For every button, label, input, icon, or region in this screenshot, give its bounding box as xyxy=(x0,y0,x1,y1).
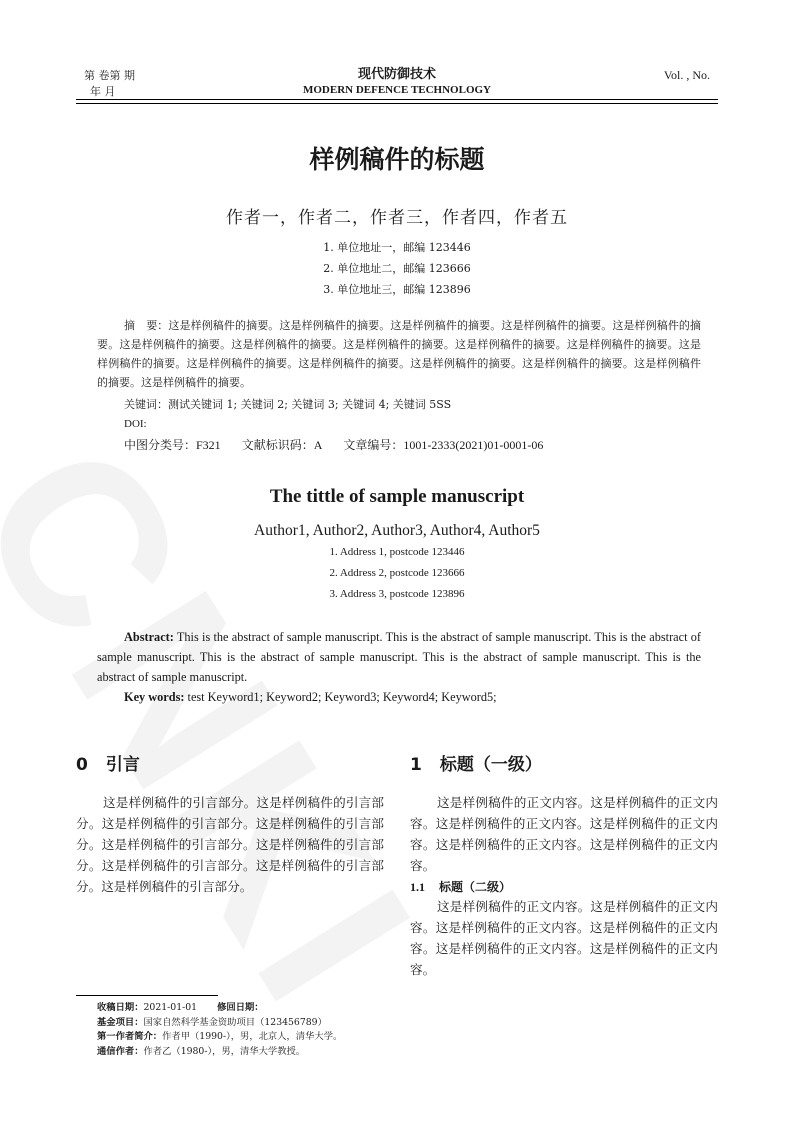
doi: DOI: xyxy=(124,418,147,430)
section-1-paragraph: 这是样例稿件的正文内容。这是样例稿件的正文内容。这是样例稿件的正文内容。这是样例稿件的正文内容。这是样例稿件的正文内容。这是样例稿件的正文内容。 xyxy=(410,795,718,873)
section-1-number: 1 xyxy=(410,755,422,775)
keywords-en-label: Key words: xyxy=(124,690,185,704)
subsection-1-1-heading xyxy=(410,878,511,895)
issue-line2: 年 月 xyxy=(90,85,116,98)
address-cn-1: 1. 单位地址一，邮编 123446 xyxy=(323,241,471,254)
subsection-1-1-title: 标题（二级） xyxy=(439,880,512,894)
author-list-en: Author1, Author2, Author3, Author4, Author5 xyxy=(254,522,540,539)
keywords-en xyxy=(124,690,497,705)
corresponding-text: 作者乙（1980-），男，清华大学教授。 xyxy=(143,1045,306,1057)
issue-info xyxy=(84,68,135,100)
volume-info: Vol. , No. xyxy=(663,68,710,82)
first-author-text: 作者甲（1990-），男，北京人，清华大学。 xyxy=(162,1031,343,1042)
footnote-first-author xyxy=(97,1030,342,1045)
paper-title-cn: 样例稿件的标题 xyxy=(309,145,485,174)
section-0-title: 引言 xyxy=(105,755,140,775)
keywords-cn-text: 测试关键词 1; 关键词 2; 关键词 3; 关键词 4; 关键词 5SS xyxy=(168,398,452,411)
issue-line1: 第 卷第 期 xyxy=(84,69,135,82)
section-0-heading xyxy=(76,750,140,775)
paper-title-en: The tittle of sample manuscript xyxy=(269,486,525,507)
journal-name xyxy=(240,66,554,98)
abstract-en xyxy=(97,627,701,687)
author-list-cn: 作者一，作者二，作者三，作者四，作者五 xyxy=(226,208,568,228)
journal-name-en: MODERN DEFENCE TECHNOLOGY xyxy=(302,84,492,96)
section-0-number: 0 xyxy=(76,755,88,775)
document-code: 文献标识码：A xyxy=(241,438,323,452)
abstract-cn-label: 摘 要： xyxy=(124,319,169,332)
header-rule xyxy=(76,99,718,100)
first-author-label: 第一作者简介： xyxy=(97,1031,163,1042)
received-label: 收稿日期： xyxy=(97,1002,144,1013)
section-1-heading xyxy=(410,750,542,775)
subsection-1-1-number: 1.1 xyxy=(410,880,425,894)
abstract-en-text: This is the abstract of sample manuscript. This is the abstract of sample manuscript. This is the abstract of sample manuscript. This is the abstract of sample manuscript. This is the abstract of sample manuscript. This is the abstract of sample manuscript. xyxy=(97,630,701,684)
revised-label: 修回日期： xyxy=(217,1002,264,1013)
abstract-en-label: Abstract: xyxy=(124,630,174,644)
fund-label: 基金项目： xyxy=(97,1016,144,1028)
abstract-cn-text: 这是样例稿件的摘要。这是样例稿件的摘要。这是样例稿件的摘要。这是样例稿件的摘要。这是样例稿件的摘要。这是样例稿件的摘要。这是样例稿件的摘要。这是样例稿件的摘要。这是样例稿件的摘要。这是样例稿件的摘要。这是样例稿件的摘要。这是样例稿件的摘要。这是样例稿件的摘要。这是样例稿件的摘要。这是样例稿件的摘要。这是样例稿件的摘要。这是样例稿件的摘要。 xyxy=(97,319,702,389)
address-en-1: 1. Address 1, postcode 123446 xyxy=(329,546,465,558)
section-0-paragraph: 这是样例稿件的引言部分。这是样例稿件的引言部分。这是样例稿件的引言部分。这是样例稿件的引言部分。这是样例稿件的引言部分。这是样例稿件的引言部分。这是样例稿件的引言部分。这是样例稿件的引言部分。这是样例稿件的引言部分。 xyxy=(76,795,384,894)
footnote-rule xyxy=(76,995,218,996)
abstract-cn xyxy=(97,316,701,392)
section-1-title: 标题（一级） xyxy=(439,755,542,775)
subsection-1-1-paragraph: 这是样例稿件的正文内容。这是样例稿件的正文内容。这是样例稿件的正文内容。这是样例稿件的正文内容。这是样例稿件的正文内容。这是样例稿件的正文内容。 xyxy=(410,899,718,977)
header-rule-thin xyxy=(76,103,718,104)
journal-name-cn: 现代防御技术 xyxy=(357,67,436,82)
keywords-cn xyxy=(124,396,451,412)
classification-line xyxy=(124,436,561,453)
address-en-3: 3. Address 3, postcode 123896 xyxy=(329,588,465,600)
fund-text: 国家自然科学基金资助项目（123456789） xyxy=(143,1016,327,1028)
keywords-cn-label: 关键词： xyxy=(124,398,168,411)
footnote-corresponding xyxy=(97,1045,342,1060)
article-number: 文章编号：1001-2333(2021)01-0001-06 xyxy=(343,438,544,452)
address-en-2: 2. Address 2, postcode 123666 xyxy=(329,567,465,579)
clc-number: 中图分类号：F321 xyxy=(124,438,221,452)
address-cn-2: 2. 单位地址二，邮编 123666 xyxy=(323,262,471,275)
footnotes xyxy=(97,1001,342,1059)
footnote-fund xyxy=(97,1016,342,1031)
footnote-dates xyxy=(97,1001,342,1016)
address-cn-3: 3. 单位地址三，邮编 123896 xyxy=(323,283,471,296)
corresponding-label: 通信作者： xyxy=(97,1045,144,1057)
received-date: 2021-01-01 xyxy=(143,1002,198,1013)
keywords-en-text: test Keyword1; Keyword2; Keyword3; Keyword4; Keyword5; xyxy=(184,690,497,704)
